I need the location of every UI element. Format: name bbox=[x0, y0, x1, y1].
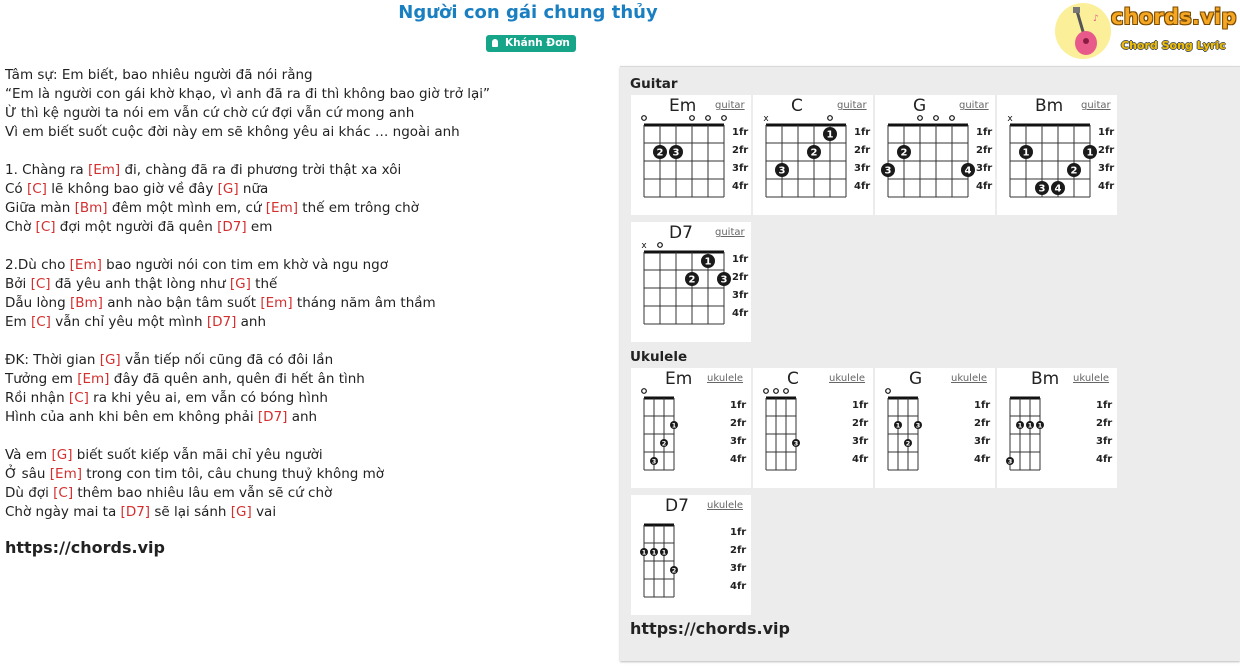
lyric-text: Có bbox=[5, 181, 27, 197]
fret-label: 1fr bbox=[732, 127, 749, 138]
chord-tag[interactable]: [C] bbox=[30, 276, 51, 292]
ukulele-link[interactable]: ukulele bbox=[829, 373, 866, 384]
finger-number: 2 bbox=[661, 439, 667, 448]
lyric-line bbox=[5, 294, 605, 313]
lyric-text: nữa bbox=[238, 181, 269, 197]
finger-number: 1 bbox=[641, 548, 647, 557]
lyric-line bbox=[5, 104, 605, 123]
fret-label: 4fr bbox=[730, 454, 747, 465]
site-logo[interactable] bbox=[1055, 3, 1235, 61]
finger-number: 2 bbox=[905, 439, 911, 448]
lyric-text: Tâm sự: Em biết, bao nhiêu người đã nói rằng bbox=[5, 67, 313, 83]
lyric-text: anh bbox=[236, 314, 267, 330]
lyrics-block bbox=[5, 66, 605, 522]
lyric-spacer bbox=[5, 427, 605, 446]
author-name: Khánh Đơn bbox=[505, 37, 570, 49]
fret-label: 2fr bbox=[854, 145, 871, 156]
lyric-text: em bbox=[246, 219, 273, 235]
open-string-marker bbox=[706, 116, 711, 121]
finger-number: 1 bbox=[704, 256, 712, 268]
lyric-text: Hình của anh khi bên em không phải bbox=[5, 409, 258, 425]
ukulele-chord-card[interactable] bbox=[875, 368, 995, 488]
lyric-line bbox=[5, 370, 605, 389]
open-string-marker bbox=[658, 243, 663, 248]
lyric-line bbox=[5, 351, 605, 370]
ukulele-link[interactable]: ukulele bbox=[707, 373, 744, 384]
fret-label: 3fr bbox=[1096, 436, 1113, 447]
open-string-marker bbox=[642, 116, 647, 121]
chord-tag[interactable]: [C] bbox=[35, 219, 56, 235]
finger-number: 3 bbox=[793, 439, 799, 448]
fret-label: 4fr bbox=[854, 181, 871, 192]
open-string-marker bbox=[784, 389, 789, 394]
finger-number: 1 bbox=[1037, 421, 1043, 430]
site-url-footer[interactable]: https://chords.vip bbox=[630, 619, 790, 638]
finger-number: 1 bbox=[826, 129, 834, 141]
lyric-text: 2.Dù cho bbox=[5, 257, 70, 273]
finger-number: 2 bbox=[1070, 165, 1078, 177]
lyric-spacer bbox=[5, 142, 605, 161]
chord-name: Bm bbox=[1035, 96, 1064, 116]
open-string-marker bbox=[950, 116, 955, 121]
fret-label: 4fr bbox=[1096, 454, 1113, 465]
fret-label: 3fr bbox=[732, 290, 749, 301]
chord-tag[interactable]: [C] bbox=[30, 314, 51, 330]
finger-number: 2 bbox=[671, 566, 677, 575]
chord-tag[interactable]: [G] bbox=[230, 504, 252, 520]
finger-number: 1 bbox=[1022, 147, 1030, 159]
finger-number: 1 bbox=[1017, 421, 1023, 430]
lyric-text: ra khi yêu ai, em vẫn có bóng hình bbox=[88, 390, 328, 406]
lyric-text: Em bbox=[5, 314, 31, 330]
lyric-text: Và em bbox=[5, 447, 52, 463]
fret-label: 1fr bbox=[976, 127, 993, 138]
lyric-text: Chờ ngày mai ta bbox=[5, 504, 121, 520]
muted-string-marker: x bbox=[763, 114, 769, 124]
lyric-text: Vì em biết suốt cuộc đời này em sẽ không yêu ai khác … ngoài anh bbox=[5, 124, 460, 140]
fret-label: 3fr bbox=[852, 436, 869, 447]
fret-label: 2fr bbox=[974, 418, 991, 429]
chord-tag[interactable]: [Em] bbox=[77, 371, 110, 387]
lyric-line bbox=[5, 389, 605, 408]
lyric-text: Tưởng em bbox=[5, 371, 78, 387]
person-icon bbox=[492, 39, 498, 47]
lyric-line bbox=[5, 313, 605, 332]
lyric-line bbox=[5, 408, 605, 427]
finger-number: 3 bbox=[884, 165, 892, 177]
finger-number: 3 bbox=[720, 274, 728, 286]
fret-label: 4fr bbox=[730, 581, 747, 592]
lyric-text: Dù đợi bbox=[5, 485, 54, 501]
fret-label: 4fr bbox=[974, 454, 991, 465]
lyric-line bbox=[5, 256, 605, 275]
lyric-text: Chờ bbox=[5, 219, 36, 235]
finger-number: 1 bbox=[895, 421, 901, 430]
lyric-text: Giữa màn bbox=[5, 200, 75, 216]
finger-number: 3 bbox=[651, 457, 657, 466]
lyric-line bbox=[5, 85, 605, 104]
ukulele-chord-card[interactable] bbox=[631, 368, 751, 488]
chord-tag[interactable]: [D7] bbox=[120, 504, 151, 520]
lyric-line bbox=[5, 123, 605, 142]
chord-name: Bm bbox=[1031, 369, 1060, 389]
lyric-text: Dẫu lòng bbox=[5, 295, 70, 311]
lyric-text: sẽ lại sánh bbox=[150, 504, 231, 520]
fret-label: 3fr bbox=[974, 436, 991, 447]
chord-name: Em bbox=[665, 369, 693, 389]
site-url[interactable]: https://chords.vip bbox=[5, 538, 165, 557]
fret-label: 2fr bbox=[730, 418, 747, 429]
fret-label: 3fr bbox=[732, 163, 749, 174]
open-string-marker bbox=[774, 389, 779, 394]
lyric-line bbox=[5, 465, 605, 484]
lyric-text: Ừ thì kệ người ta nói em vẫn cứ chờ cứ đợi vẫn cứ mong anh bbox=[5, 105, 415, 121]
fret-label: 1fr bbox=[732, 254, 749, 265]
fret-label: 3fr bbox=[730, 436, 747, 447]
chord-tag[interactable]: [Bm] bbox=[69, 295, 103, 311]
fret-label: 3fr bbox=[976, 163, 993, 174]
fret-label: 3fr bbox=[1098, 163, 1115, 174]
lyric-text: anh nào bận tâm suốt bbox=[102, 295, 261, 311]
fret-label: 1fr bbox=[1098, 127, 1115, 138]
chord-name: D7 bbox=[669, 223, 693, 243]
open-string-marker bbox=[918, 116, 923, 121]
guitar-chord-card[interactable] bbox=[997, 95, 1117, 215]
guitar-chord-card[interactable] bbox=[631, 222, 751, 342]
chord-tag[interactable]: [G] bbox=[229, 276, 251, 292]
lyric-text: 1. Chàng ra bbox=[5, 162, 88, 178]
ukulele-chord-card[interactable] bbox=[997, 368, 1117, 488]
lyric-line bbox=[5, 503, 605, 522]
lyric-text: trong con tim tôi, câu chung thuỷ không mờ bbox=[82, 466, 385, 482]
lyric-text: thế bbox=[250, 276, 278, 292]
lyric-text: vẫn tiếp nối cũng đã có đôi lần bbox=[120, 352, 334, 368]
lyric-line bbox=[5, 161, 605, 180]
ukulele-link[interactable]: ukulele bbox=[707, 500, 744, 511]
lyric-text: vai bbox=[251, 504, 277, 520]
guitar-link[interactable]: guitar bbox=[1081, 100, 1111, 111]
muted-string-marker: x bbox=[641, 241, 647, 251]
lyric-text: đi, chàng đã ra đi phương trời thật xa xôi bbox=[120, 162, 402, 178]
fret-label: 3fr bbox=[730, 563, 747, 574]
muted-string-marker: x bbox=[1007, 114, 1013, 124]
finger-number: 1 bbox=[671, 421, 677, 430]
finger-number: 2 bbox=[688, 274, 696, 286]
guitar-chord-card[interactable] bbox=[875, 95, 995, 215]
lyric-spacer bbox=[5, 332, 605, 351]
finger-number: 4 bbox=[964, 165, 972, 177]
finger-number: 2 bbox=[810, 147, 818, 159]
chord-name: C bbox=[787, 369, 799, 389]
finger-number: 1 bbox=[1027, 421, 1033, 430]
lyric-text: đợi một người đã quên bbox=[55, 219, 218, 235]
lyric-text: đã yêu anh thật lòng như bbox=[50, 276, 230, 292]
fret-label: 2fr bbox=[852, 418, 869, 429]
lyric-line bbox=[5, 199, 605, 218]
ukulele-chord-card[interactable] bbox=[753, 368, 873, 488]
ukulele-chord-card[interactable] bbox=[631, 495, 751, 615]
chord-tag[interactable]: [D7] bbox=[217, 219, 247, 235]
lyric-line bbox=[5, 218, 605, 237]
ukulele-link[interactable]: ukulele bbox=[951, 373, 988, 384]
finger-number: 3 bbox=[1007, 457, 1013, 466]
lyric-spacer bbox=[5, 237, 605, 256]
ukulele-section-title: Ukulele bbox=[630, 349, 688, 365]
author-badge[interactable] bbox=[486, 35, 576, 52]
fret-label: 2fr bbox=[732, 272, 749, 283]
fret-label: 2fr bbox=[1098, 145, 1115, 156]
finger-number: 3 bbox=[915, 421, 921, 430]
fret-label: 4fr bbox=[732, 308, 749, 319]
song-title: Người con gái chung thủy bbox=[398, 2, 658, 23]
finger-number: 3 bbox=[1038, 183, 1046, 195]
open-string-marker bbox=[642, 389, 647, 394]
lyric-line bbox=[5, 66, 605, 85]
lyric-text: thế em trông chờ bbox=[298, 200, 419, 216]
lyric-text: Rồi nhận bbox=[5, 390, 69, 406]
fret-label: 2fr bbox=[1096, 418, 1113, 429]
guitar-section-title: Guitar bbox=[630, 76, 678, 92]
chord-tag[interactable]: [C] bbox=[26, 181, 47, 197]
lyric-line bbox=[5, 180, 605, 199]
finger-number: 1 bbox=[1086, 147, 1094, 159]
chord-tag[interactable]: [D7] bbox=[206, 314, 237, 330]
chord-tag[interactable]: [Em] bbox=[49, 466, 82, 482]
guitar-chord-card[interactable] bbox=[753, 95, 873, 215]
logo-tagline: Chord Song Lyric bbox=[1121, 39, 1226, 52]
fret-label: 2fr bbox=[976, 145, 993, 156]
chord-name: G bbox=[909, 369, 923, 389]
lyric-text: tháng năm âm thầm bbox=[292, 295, 436, 311]
chord-tag[interactable]: [Em] bbox=[265, 200, 298, 216]
guitar-link[interactable]: guitar bbox=[715, 100, 745, 111]
guitar-logo-icon bbox=[1055, 3, 1111, 59]
finger-number: 3 bbox=[778, 165, 786, 177]
chord-tag[interactable]: [G] bbox=[51, 447, 73, 463]
fret-label: 1fr bbox=[974, 400, 991, 411]
lyric-text: Ở sâu bbox=[5, 466, 50, 482]
finger-number: 2 bbox=[656, 147, 664, 159]
finger-number: 4 bbox=[1054, 183, 1062, 195]
fret-label: 1fr bbox=[730, 527, 747, 538]
chord-tag[interactable]: [Em] bbox=[69, 257, 102, 273]
fret-label: 4fr bbox=[1098, 181, 1115, 192]
lyric-text: Bởi bbox=[5, 276, 31, 292]
fret-label: 4fr bbox=[732, 181, 749, 192]
guitar-link[interactable]: guitar bbox=[837, 100, 867, 111]
lyric-text: thêm bao nhiêu lâu em vẫn sẽ cứ chờ bbox=[73, 485, 333, 501]
lyric-text: vẫn chỉ yêu một mình bbox=[50, 314, 207, 330]
finger-number: 3 bbox=[672, 147, 680, 159]
chord-name: Em bbox=[669, 96, 697, 116]
lyric-text: ĐK: Thời gian bbox=[5, 352, 100, 368]
lyric-text: lẽ không bao giờ về đây bbox=[46, 181, 218, 197]
fret-label: 4fr bbox=[852, 454, 869, 465]
open-string-marker bbox=[934, 116, 939, 121]
lyric-text: đêm một mình em, cứ bbox=[107, 200, 266, 216]
guitar-chord-card[interactable] bbox=[631, 95, 751, 215]
lyric-text: anh bbox=[287, 409, 318, 425]
lyric-text: đây đã quên anh, quên đi hết ân tình bbox=[109, 371, 365, 387]
fret-label: 1fr bbox=[730, 400, 747, 411]
guitar-link[interactable]: guitar bbox=[715, 227, 745, 238]
chord-tag[interactable]: [C] bbox=[68, 390, 89, 406]
chord-tag[interactable]: [D7] bbox=[257, 409, 288, 425]
finger-number: 1 bbox=[651, 548, 657, 557]
open-string-marker bbox=[828, 116, 833, 121]
open-string-marker bbox=[722, 116, 727, 121]
fret-label: 1fr bbox=[1096, 400, 1113, 411]
chord-name: C bbox=[791, 96, 803, 116]
finger-number: 2 bbox=[900, 147, 908, 159]
chord-name: D7 bbox=[665, 496, 689, 516]
open-string-marker bbox=[886, 389, 891, 394]
lyric-text: biết suốt kiếp vẫn mãi chỉ yêu người bbox=[72, 447, 323, 463]
chord-name: G bbox=[913, 96, 927, 116]
ukulele-link[interactable]: ukulele bbox=[1073, 373, 1110, 384]
fret-label: 2fr bbox=[732, 145, 749, 156]
fret-label: 2fr bbox=[730, 545, 747, 556]
finger-number: 1 bbox=[661, 548, 667, 557]
chord-tag[interactable]: [Em] bbox=[260, 295, 293, 311]
guitar-link[interactable]: guitar bbox=[959, 100, 989, 111]
chord-tag[interactable]: [C] bbox=[53, 485, 74, 501]
chord-tag[interactable]: [Em] bbox=[87, 162, 121, 178]
fret-label: 1fr bbox=[854, 127, 871, 138]
svg-text:♪: ♪ bbox=[1093, 14, 1099, 24]
chord-tag[interactable]: [Bm] bbox=[74, 200, 108, 216]
open-string-marker bbox=[690, 116, 695, 121]
logo-name: chords.vip bbox=[1111, 5, 1237, 29]
open-string-marker bbox=[764, 389, 769, 394]
lyric-line bbox=[5, 484, 605, 503]
lyric-line bbox=[5, 275, 605, 294]
lyric-line bbox=[5, 446, 605, 465]
fret-label: 4fr bbox=[976, 181, 993, 192]
fret-label: 3fr bbox=[854, 163, 871, 174]
chord-tag[interactable]: [G] bbox=[99, 352, 121, 368]
lyric-text: “Em là người con gái khờ khạo, vì anh đã ra đi thì không bao giờ trở lại” bbox=[5, 86, 491, 102]
fret-label: 1fr bbox=[852, 400, 869, 411]
lyric-text: bao người nói con tim em khờ và ngu ngơ bbox=[101, 257, 388, 273]
chord-tag[interactable]: [G] bbox=[217, 181, 239, 197]
